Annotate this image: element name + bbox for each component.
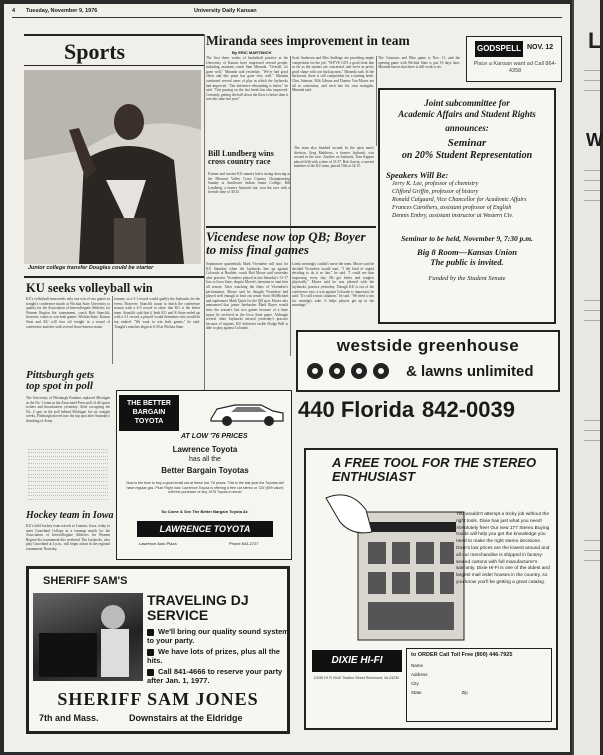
dj-photo (33, 593, 143, 681)
godspell-sub: Place a Kansan want ad Call 864-4358 (473, 61, 557, 74)
dj-figure-icon (33, 593, 143, 681)
toyota-price: AT LOW '76 PRICES (181, 433, 248, 440)
story-hockey: KU's field hockey team travels to Lamoni, Iowa, today to meet Graceland College in a warmup match for the Association of Intercollegiate Athletics for Women Region Six tournament this weekend. The Jayhawks, who play Graceland at 4 p.m., will begin action in the regional tournament Thursday. (26, 524, 110, 551)
story-miranda-col3: The Crimsons and Blue game is Nov. 11, and the opening game with Wichita State is just 19 days later. Miranda knows that there is still work to do. (378, 56, 460, 70)
sports-heading: Sports (64, 39, 126, 64)
toyota-so: So Come & See The Better Bargain Toyota At: (161, 509, 249, 514)
seminar-line1: Joint subcommittee for (424, 98, 510, 108)
greenhouse-ad (296, 330, 560, 392)
sheriff-bullet: Call 841-4666 to reserve your party after Jan. 1, 1977. (147, 667, 283, 685)
toyota-top: THE BETTER BARGAIN TOYOTA (119, 395, 179, 431)
toyota-foot-left: Lawrence Auto Plaza (139, 541, 177, 546)
toyota-logo: LAWRENCE TOYOTA (137, 521, 273, 537)
page-date: Tuesday, November 9, 1976 (26, 8, 98, 14)
adjacent-page-letter: L (588, 28, 602, 53)
seminar-speaker: Jerry K. Lee, professor of chemistry (392, 181, 479, 187)
sheriff-name: SHERIFF SAM'S (43, 575, 128, 587)
story-volleyball-col1: KU's volleyball team needs only one win of two games in tonight's conference match at Wichita State University to qualify for the Association of Intercollegiate Athletics for Women Region Six tournament, coach Bob Stanclift, however, wants to win both games. Wichita State, Kansas State and KU will face off tonight in a round of conference matches with several lesser-known teams. (26, 297, 110, 329)
star-icon (147, 649, 154, 656)
seminar-speaker: Dennis Embry, assistant instructor at Western Civ. (392, 213, 514, 219)
sheriff-bullets (147, 627, 289, 685)
seminar-speakers-title: Speakers Will Be: (386, 170, 449, 180)
rule-vicendese (206, 226, 376, 228)
story-pittsburgh: The University of Pittsburgh Panthers replaced Michigan as the No. 1 team in the Associated Press poll of all sports writers and broadcasters yesterday. After occupying the No. 2 spot in the poll behind Michigan for six straight weeks, Pittsburgh moved into the top spot after Saturday's thrashing of Army. (26, 396, 110, 423)
seminar-line2: Academic Affairs and Student Rights (398, 109, 536, 119)
seminar-where: Big 8 Room—Kansas Union (417, 247, 517, 257)
newspaper-page (4, 4, 570, 752)
seminar-line5: on 20% Student Representation (401, 150, 533, 161)
sheriff-bullet: We'll bring our quality sound system to your party. (147, 627, 289, 645)
column-rule (112, 296, 113, 364)
story-lundberg-col2: The team also finished second. In the open men's division, Greg Matthews, a former Jayhawk, was second in the race. Another ex-Jayhawk, Tom Kappes placed fifth with a time of 31:37. Bob Garcia, a current member of the KU team, placed 10th at 32:15. (294, 146, 374, 169)
sports-rule (24, 34, 204, 36)
headline-vicendese: Vicendese now top QB; Boyer to miss final games (206, 229, 366, 257)
seminar-speaker: Ronald Calgaard, Vice Chancellor for Academic Affairs (392, 197, 527, 203)
stereo-address: DIXIE HI FI 2040 Thalbro Street Richmond, Va 23230 (314, 676, 400, 680)
star-icon (147, 669, 154, 676)
headline-volleyball: KU seeks volleyball win (26, 281, 153, 295)
adjacent-page-edge (572, 0, 603, 755)
headline-pittsburgh: Pittsburgh gets top spot in poll (26, 369, 95, 392)
sheriff-service: TRAVELING DJ SERVICE (147, 592, 249, 623)
seminar-funded: Funded by the Student Senate (428, 275, 506, 282)
photo-caption: Junior college transfer Douglas could be starter (28, 265, 154, 271)
story-miranda-col2: Scott Anderson and Max Stallings are providing ample competition for the job. "WE'VE GOT a good front line as far as the starters are concerned, and we're in pretty good shape with our backup men," Miranda said. In the backcourt, there is still competition for a starting berth. Clint Johnson, Milt Gibson and Donnie Von Moore are all in contention, and each has his own strengths. Miranda said. (292, 56, 374, 93)
sheriff-foot1: SHERIFF SAM JONES (57, 689, 259, 709)
paper-name: University Daily Kansan (194, 8, 257, 14)
toyota-body: Now is the time to buy a good small car at these low '76 prices. This is the last year the Toyotas will have regular gas. Plus! Right now, Lawrence Toyota is offering a free car stereo or 'CB' ($99 value) with the purchase of any 1976 Toyota in stock! (126, 481, 284, 495)
story-miranda-col1: The first three weeks of basketball practice at the University of Kansas have impressed several people, including assistant coach Sam Miranda. "Overall, it's gone well," Miranda said yesterday. "We've had good effort and this point has gone very well." Miranda continued several areas of play in which the Jayhawks had improved. "Our defensive rebounding is better," he said. "Our passing on the fast break has also improved. Certainly, getting the ball down the floor is better than it was this time last year." (206, 56, 288, 102)
story-lundberg: Former and current KU runners had a strong showing at the Missouri Valley Cross Country Championship Sunday at Sunflower Indian Junior College. Bill Lundberg, a former Jayhawk star, won the race with a fireside time of 30:35. (208, 172, 290, 195)
form-field-name[interactable]: Name (411, 663, 424, 668)
athlete-photo (24, 70, 201, 264)
greenhouse-line2: & lawns unlimited (406, 362, 534, 380)
sheriff-ad (26, 566, 290, 734)
toyota-name: Lawrence Toyota (172, 445, 238, 454)
stereo-order: to ORDER Call Toll Free (800) 446-7925 (411, 652, 513, 658)
form-field-zip[interactable]: Zip (461, 690, 468, 695)
toyota-foot-right: Phone 843-2727 (229, 541, 259, 546)
car-icon (207, 395, 287, 427)
seminar-speaker: Clifford Griffin, professor of history (392, 189, 479, 195)
adjacent-page-letter: W (586, 130, 603, 150)
column-rule (204, 34, 205, 422)
athlete-figure-icon (24, 70, 201, 264)
greenhouse-address: 440 Florida (298, 397, 415, 422)
rule-volleyball (24, 276, 204, 278)
stereo-headline: A FREE TOOL FOR THE STEREO ENTHUSIAST (332, 455, 537, 484)
stereo-fields (411, 661, 547, 697)
sports-rule-bottom (24, 65, 204, 66)
stereo-logo: DIXIE HI-FI (312, 650, 402, 672)
seminar-when: Seminar to be held, November 9, 7:30 p.m. (401, 234, 533, 243)
stereo-guide-icon (326, 492, 466, 642)
page-number: 4 (12, 8, 16, 14)
sheriff-foot2: 7th and Mass. (39, 713, 99, 723)
godspell-title: GODSPELL (475, 41, 523, 57)
seminar-speaker: Frances Carothers, assistant professor of English (392, 205, 512, 211)
headline-hockey: Hockey team in Iowa (26, 510, 114, 521)
greenhouse-phone: 842-0039 (422, 397, 515, 422)
seminar-line4: Seminar (447, 137, 487, 149)
form-field-state[interactable]: State (411, 690, 422, 695)
stereo-ad (304, 448, 558, 730)
seminar-public: The public is invited. (430, 257, 504, 267)
byline-miranda: By ERIC MARTINICH (232, 50, 272, 55)
form-field-city[interactable]: City (411, 681, 419, 686)
headline-lundberg: Bill Lundberg wins cross country race (208, 149, 274, 166)
stereo-order-form[interactable] (406, 648, 552, 722)
story-vicendese-col2: Lamb seemingly couldn't move the team. Moore said he decided Vicendese would start. "I felt kind of stupid deciding to do it so late," he said. "I could see him improving every day. He got better and tougher physically." Moore said he was pleased with the Jayhawks' practice yesterday. Though KU is out of the conference race, a win against Colorado is important, he said. "It's still a must situation," he said. "We need a win for winning's sake. It helps players get up in the mornings." (292, 262, 374, 308)
seminar-speaker-list (392, 180, 554, 220)
toyota-has: has all the (189, 456, 221, 463)
godspell-ad (466, 36, 562, 82)
seminar-line3: announces: (445, 123, 489, 133)
flower-icons (306, 362, 402, 380)
headline-miranda: Miranda sees improvement in team (206, 33, 410, 48)
toyota-ad (116, 390, 292, 560)
godspell-date: NOV. 12 (527, 44, 554, 51)
sheriff-foot3: Downstairs at the Eldridge (129, 713, 243, 723)
column-rule (376, 56, 377, 146)
folio-rule (12, 17, 562, 18)
form-field-address[interactable]: Address (411, 672, 428, 677)
story-vicendese-col1: Sophomore quarterback Mark Vicendese will start for KU Saturday when the Jayhawks line up against Colorado at Boulder, coach Bud Moore said yesterday after practice. Vicendese played in last Saturday's 31-17 loss to Iowa State, despite Moore's intention to start him all season. After watching the films of Vicendese's performance, Moore said he thought Vicendese had played well enough to beat out senior Scott McMichael and sophomore Mark Quirk for the QB spot. Moore also announced that junior linebacker Mark Boyer would miss the season's last two games because of a knee injury he received in the Iowa State game. Although several other Jayhawks missed yesterday's practice because of injuries, KU defensive tackle Dodge Bell is able to play against Colorado. (206, 262, 288, 331)
poll-table (28, 446, 108, 504)
toyota-better: Better Bargain Toyotas (161, 466, 249, 475)
column-rule (290, 56, 291, 356)
story-volleyball-col2: tourney, so a 3-1 record would qualify the Jayhawks for the event. However, Stanclift wants to finish the conference season with a 4-0 record to show that KU is the better team. Stanclift said that if both KU and K-State ended up with a 3-1 record, a playoff would determine who would be top ranked. "We want to win both games," he said. Tonight's matches begin at 6:30 at Wichita State. (114, 297, 200, 329)
star-icon (147, 629, 154, 636)
seminar-ad (378, 88, 556, 324)
greenhouse-line1: westside greenhouse (336, 336, 520, 355)
sheriff-bullet: We have lots of prizes, plus all the hits. (147, 647, 280, 665)
stereo-body: You wouldn't attempt a tricky job without the right tools. Dixie has just what you need! Absolutely free! Our new 177 Stereo Buying Guide will help you get the knowledge you need to make the right stereo decisions. Dixie's low prices are the lowest around and all our merchandise is shipped in factory-sealed cartons with full manufacturer's warranty. Dixie Hi-Fi is one of the oldest and largest mail order houses in the country, so you know you'll be getting a great catalog. (456, 512, 550, 585)
